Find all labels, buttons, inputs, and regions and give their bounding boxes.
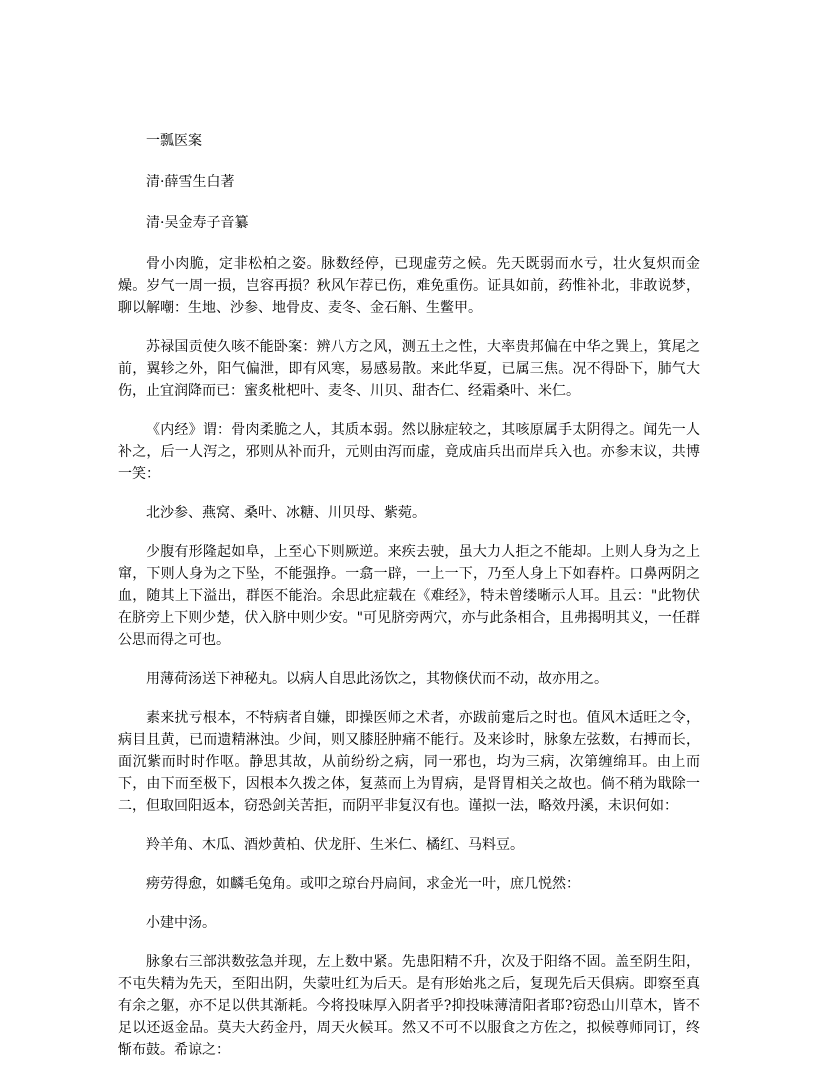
document-page bbox=[118, 130, 700, 1078]
paragraph: 骨小肉脆，定非松柏之姿。脉数经停，已现虚劳之候。先天既弱而水亏，壮火复炽而金燥。岁气一周一损，岂容再损？秋风乍荐已伤，难免重伤。证具如前，药惟补北，非敢说梦，聊以解嘲：生地、沙参、地骨皮、麦冬、金石斛、生鳖甲。 bbox=[118, 256, 700, 316]
paragraph: 素来扰亏根本，不特病者自嫌，即操医师之术者，亦跋前疐后之时也。值风木适旺之令，病目且黄，已而遗精淋浊。少间，则又膝胫肿痛不能行。及来诊时，脉象左弦数，右搏而长，面沉紫而时时作呕。静思其故，从前纷纷之病，同一邪也，均为三病，次第缠绵耳。由上而下，由下而至极下，因根本久拨之体，复蒸而上为胃病，是肾胃相关之故也。倘不稍为戢除一二，但取回阳返本，窃恐剑关苦拒，而阴平非复汉有也。谨拟一法，略效丹溪，未识何如： bbox=[118, 710, 700, 814]
paragraph: 北沙参、燕窝、桑叶、冰糖、川贝母、紫菀。 bbox=[146, 505, 426, 521]
document-title: 一瓢医案 bbox=[146, 133, 202, 149]
paragraph: 脉象右三部洪数弦急并现，左上数中紧。先患阳精不升，次及于阳络不固。盖至阴生阳，不屯失精为先天，至阳出阴，失蒙吐红为后天。是有形始兆之后，复现先后天俱病。即察至真有余之躯，亦不足以供其渐耗。今将投味厚入阴者乎?抑投味薄清阳者耶?窃恐山川草木，皆不足以还返金品。莫夫大药金丹，周天火候耳。然又不可不以服食之方佐之，拟候尊师同订，终惭布鼓。希谅之： bbox=[118, 954, 700, 1058]
paragraph: 羚羊角、木瓜、酒炒黄柏、伏龙肝、生米仁、橘红、马料豆。 bbox=[146, 837, 524, 853]
paragraph: 苏禄国贡使久咳不能卧案：辨八方之风，测五土之性，大率贵邦偏在中华之巽上，箕尾之前，翼轸之外，阳气偏泄，即有风寒，易感易散。来此华夏，已属三焦。况不得卧下，肺气大伤，止宜润降而已：蜜炙枇杷叶、麦冬、川贝、甜杏仁、经霜桑叶、米仁。 bbox=[118, 339, 700, 399]
paragraph: 少腹有形隆起如阜，上至心下则厥逆。来疾去驶，虽大力人拒之不能却。上则人身为之上窜，下则人身为之下坠，不能强挣。一翕一辟，一上一下，乃至人身上下如舂杵。口鼻两阴之血，随其上下溢出，群医不能治。余思此症载在《难经》，特未曾缕晰示人耳。且云："此物伏在脐旁上下则少楚，伏入脐中则少安。"可见脐旁两穴，亦与此条相合，且弗揭明其义，一任群公思而得之可也。 bbox=[118, 544, 700, 648]
compiler-line: 清·吴金寿子音纂 bbox=[146, 215, 249, 231]
author-line: 清·薛雪生白著 bbox=[146, 174, 235, 190]
paragraph: 《内经》谓：骨肉柔脆之人，其质本弱。然以脉症较之，其咳原属手太阴得之。闻先一人补之，后一人泻之，邪则从补而升，元则由泻而虚，竟成庙兵出而岸兵入也。亦参末议，共博一笑： bbox=[118, 422, 700, 482]
paragraph: 小建中汤。 bbox=[146, 915, 216, 931]
paragraph: 用薄荷汤送下神秘丸。以病人自思此汤饮之，其物倏伏而不动，故亦用之。 bbox=[146, 671, 608, 687]
paragraph: 痨劳得愈，如麟毛兔角。或叩之琼台丹扃间，求金光一叶，庶几悦然： bbox=[146, 876, 580, 892]
